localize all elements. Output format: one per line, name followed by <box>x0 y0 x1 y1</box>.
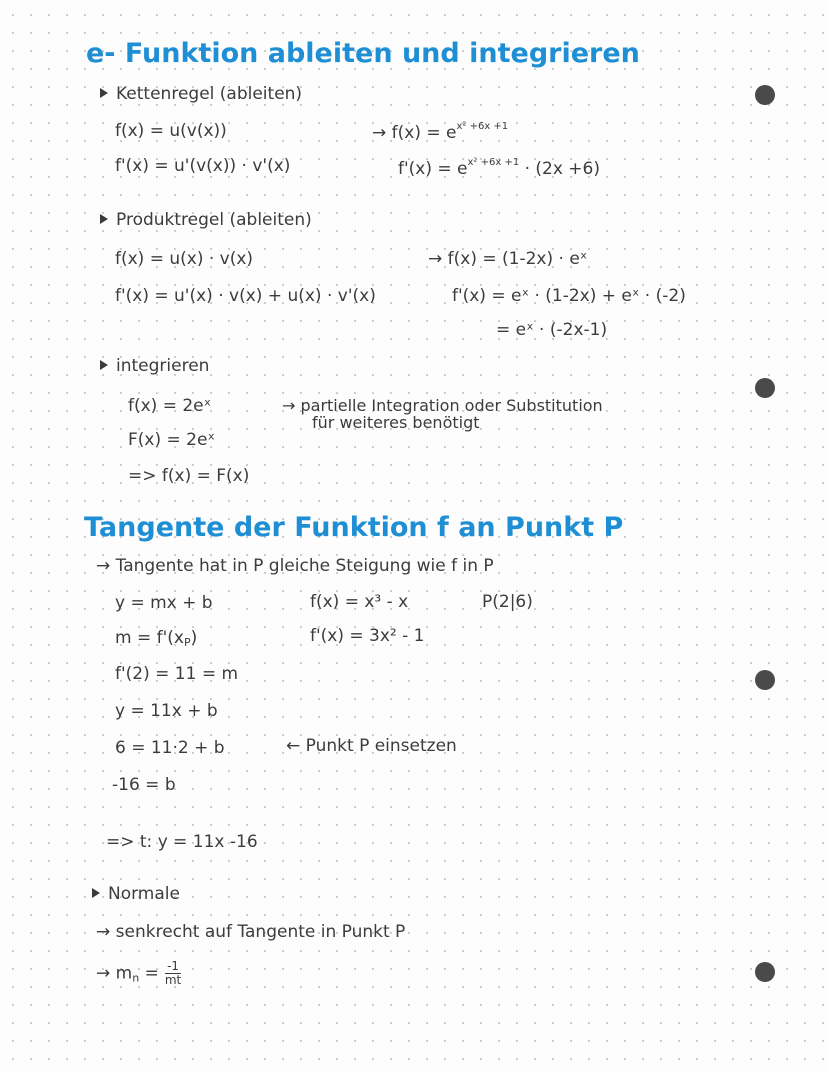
tangente-note: ← Punkt P einsetzen <box>286 736 457 756</box>
integrieren-F: F(x) = 2eˣ <box>128 430 215 450</box>
tangente-line-4: y = 11x + b <box>115 701 218 721</box>
kettenregel-formula-fd: f'(x) = u'(v(x)) · v'(x) <box>115 156 291 176</box>
kettenregel-example-fd: $f'(x) = e^{x^2 +6x +1} \cdot (2x +6)$ <box>398 157 601 179</box>
tangente-derivative: f'(x) = 3x² - 1 <box>310 626 425 646</box>
punch-hole <box>755 378 775 398</box>
produktregel-example-fd: f'(x) = eˣ · (1-2x) + eˣ · (-2) <box>452 286 686 306</box>
integrieren-conclusion: => f(x) = F(x) <box>128 466 250 486</box>
tangente-line-6: -16 = b <box>112 775 176 795</box>
normale-fraction: $\frac{-1}{mt}$ <box>164 959 182 988</box>
produktregel-formula-fd: f'(x) = u'(x) · v(x) + u(x) · v'(x) <box>115 286 376 306</box>
integrieren-heading: integrieren <box>100 358 209 375</box>
tangente-function: f(x) = x³ - x <box>310 592 409 612</box>
punch-hole <box>755 670 775 690</box>
produktregel-formula-f: f(x) = u(x) · v(x) <box>115 249 254 269</box>
tangente-intro: → Tangente hat in P gleiche Steigung wie f in P <box>96 556 494 576</box>
integrieren-f: f(x) = 2eˣ <box>128 396 212 416</box>
tangente-line-5: 6 = 11·2 + b <box>115 738 225 758</box>
tangente-line-2: $m = f'(x_P)$ <box>115 628 198 649</box>
produktregel-example-fd2: = eˣ · (-2x-1) <box>496 320 608 340</box>
integrieren-note: → partielle Integration oder Substitution <box>282 396 603 415</box>
tangente-point: P(2|6) <box>482 592 533 612</box>
produktregel-heading: Produktregel (ableiten) <box>100 212 312 229</box>
tangente-line-3: f'(2) = 11 = m <box>115 664 239 684</box>
punch-hole <box>755 85 775 105</box>
kettenregel-heading: Kettenregel (ableiten) <box>100 86 302 103</box>
normale-line-1: → senkrecht auf Tangente in Punkt P <box>96 922 406 942</box>
heading-e-funktion: e- Funktion ableiten und integrieren <box>86 38 640 69</box>
integrieren-note-2: für weiteres benötigt <box>312 413 480 432</box>
kettenregel-example-f: → $f(x) = e^{x^2 +6x +1}$ <box>372 121 509 143</box>
normale-line-2: → $m_n$ = $\frac{-1}{mt}$ <box>96 959 182 988</box>
tangente-result: => t: y = 11x -16 <box>106 832 258 852</box>
tangente-line-1: y = mx + b <box>115 593 213 613</box>
kettenregel-formula-f: f(x) = u(v(x)) <box>115 121 227 141</box>
heading-tangente: Tangente der Funktion f an Punkt P <box>84 512 624 543</box>
produktregel-example-f: → f(x) = (1-2x) · eˣ <box>428 249 588 269</box>
normale-heading: Normale <box>92 886 180 903</box>
punch-hole <box>755 962 775 982</box>
